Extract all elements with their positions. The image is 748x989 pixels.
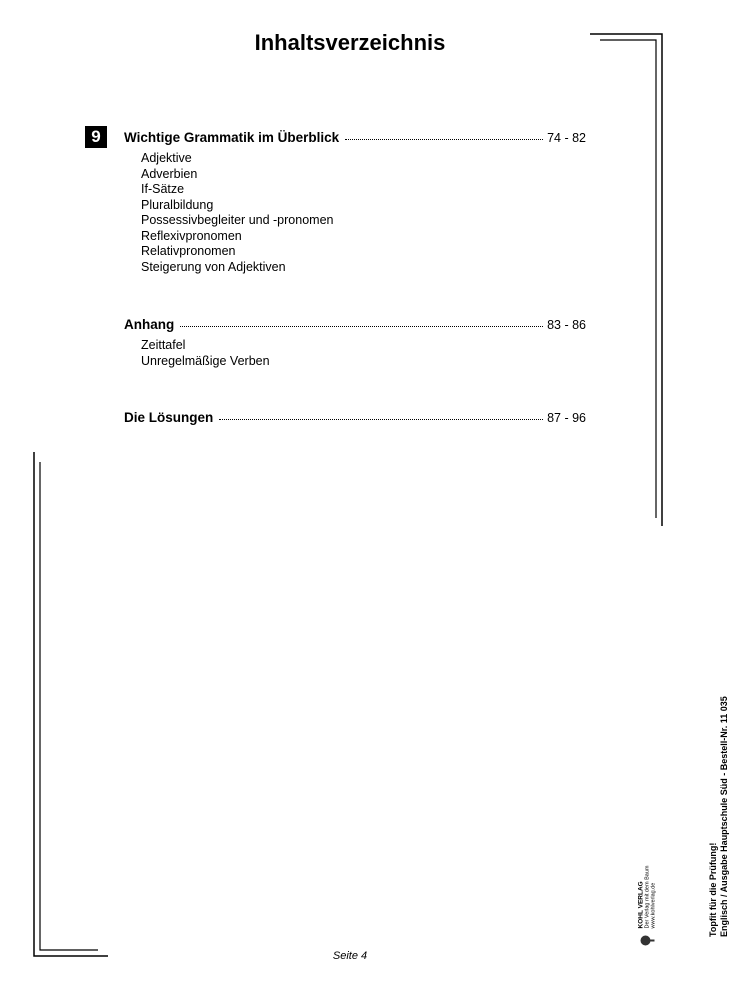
toc-section-title[interactable]: Wichtige Grammatik im Überblick	[124, 130, 340, 145]
side-info-line1: Topfit für die Prüfung!	[708, 842, 718, 937]
toc-subitem: Pluralbildung	[141, 197, 214, 212]
page-number: Seite 4	[332, 950, 368, 962]
toc-subitem: Adverbien	[141, 166, 198, 181]
toc-page-range: 74 - 82	[547, 131, 586, 145]
toc-section-anhang	[124, 317, 586, 369]
toc-subitem: Reflexivpronomen	[141, 228, 242, 243]
toc-section-loesungen	[124, 410, 586, 425]
chapter-badge: 9	[85, 126, 107, 148]
side-info-line2: Englisch / Ausgabe Hauptschule Süd - Bestell-Nr. 11 035	[719, 696, 729, 937]
toc-page-range: 87 - 96	[547, 411, 586, 425]
toc-page-range: 83 - 86	[547, 318, 586, 332]
toc-subitem: Adjektive	[141, 151, 192, 165]
toc-subitems	[141, 151, 586, 275]
tree-icon	[640, 933, 656, 949]
toc-subitem: Possessivbegleiter und -pronomen	[141, 213, 334, 227]
toc-leader-dots	[345, 138, 543, 140]
publisher-url: www.kohlverlag.de	[650, 882, 657, 929]
toc-leader-dots	[180, 325, 543, 327]
publisher-logo	[637, 854, 659, 949]
publisher-name: KOHL VERLAG	[637, 881, 645, 929]
toc-subitem: If-Sätze	[141, 182, 185, 196]
toc-section-title[interactable]: Die Lösungen	[124, 410, 214, 425]
publisher-slogan: Der Verlag mit dem Baum	[644, 865, 651, 929]
toc-section-grammar	[124, 130, 586, 275]
side-product-info	[708, 617, 748, 937]
toc-leader-dots	[219, 418, 543, 420]
page-title: Inhaltsverzeichnis	[254, 30, 446, 55]
toc-section-title[interactable]: Anhang	[124, 317, 175, 332]
toc-subitem: Steigerung von Adjektiven	[141, 259, 286, 274]
toc-subitems	[141, 338, 586, 369]
toc-subitem: Relativpronomen	[141, 244, 236, 258]
toc-subitem: Zeittafel	[141, 338, 186, 352]
toc-subitem: Unregelmäßige Verben	[141, 353, 270, 368]
